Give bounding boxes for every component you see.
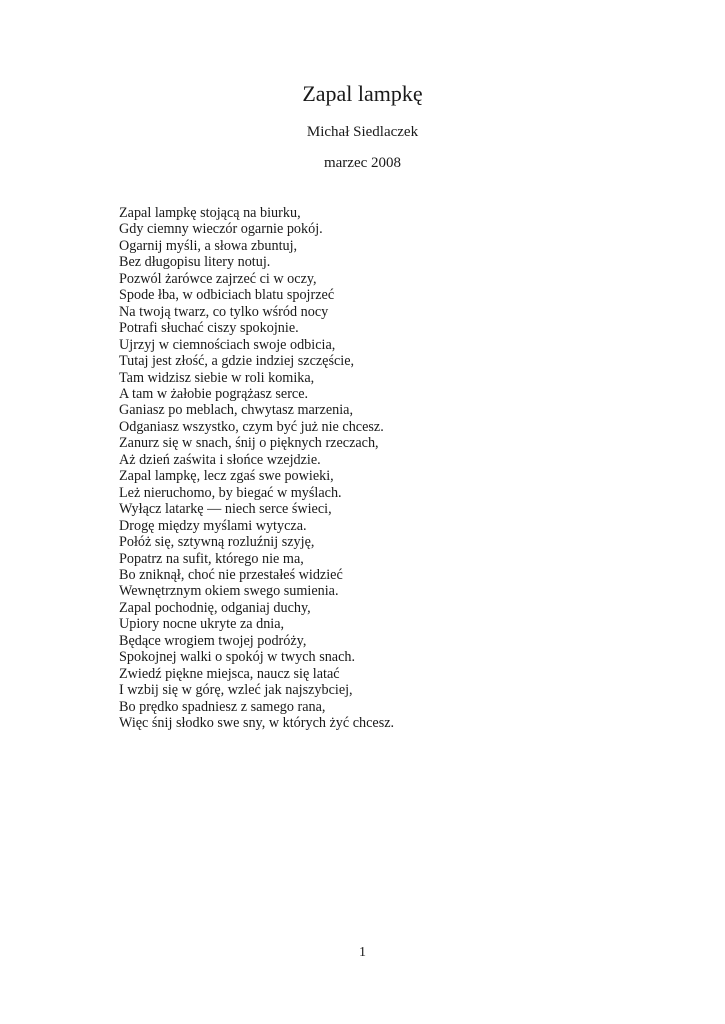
poem-line: Leż nieruchomo, by biegać w myślach.	[119, 484, 342, 501]
poem-line: Zapal pochodnię, odganiaj duchy,	[119, 599, 311, 616]
poem-line: Połóż się, sztywną rozluźnij szyję,	[119, 534, 315, 551]
page-number: 1	[359, 945, 366, 960]
poem-line: Bo zniknął, choć nie przestałeś widzieć	[119, 566, 343, 583]
poem-line: Spode łba, w odbiciach blatu spojrzeć	[119, 287, 335, 304]
poem-line: I wzbij się w górę, wzleć jak najszybciej,	[119, 682, 353, 699]
document-title: Zapal lampkę	[302, 81, 423, 106]
poem-line: Aż dzień zaświta i słońce wzejdzie.	[119, 451, 321, 468]
poem-line: Zapal lampkę stojącą na biurku,	[119, 205, 301, 221]
poem-line: Potrafi słuchać ciszy spokojnie.	[119, 320, 299, 337]
poem-line: Popatrz na sufit, którego nie ma,	[119, 550, 304, 567]
poem-line: Spokojnej walki o spokój w twych snach.	[119, 649, 356, 666]
poem-line: Więc śnij słodko swe sny, w których żyć chcesz.	[119, 715, 395, 732]
poem-line: Ganiasz po meblach, chwytasz marzenia,	[119, 402, 353, 419]
poem-line: Zwiedź piękne miejsca, naucz się latać	[119, 665, 340, 682]
poem-line: Zapal lampkę, lecz zgaś swe powieki,	[119, 468, 334, 485]
poem-line: Ujrzyj w ciemnościach swoje odbicia,	[119, 336, 336, 353]
document-date: marzec 2008	[323, 155, 402, 171]
poem-line: Na twoją twarz, co tylko wśród nocy	[119, 303, 329, 320]
poem-line: Zanurz się w snach, śnij o pięknych rzeczach,	[119, 435, 379, 452]
poem-line: Wyłącz latarkę — niech serce świeci,	[119, 501, 332, 518]
poem-line: Będące wrogiem twojej podróży,	[119, 632, 307, 649]
poem-line: Odganiasz wszystko, czym być już nie chcesz.	[119, 418, 384, 435]
poem-line: Tutaj jest złość, a gdzie indziej szczęście,	[119, 353, 355, 370]
poem-line: Ogarnij myśli, a słowa zbuntuj,	[119, 237, 298, 254]
poem-line: Upiory nocne ukryte za dnia,	[119, 616, 285, 633]
poem-line: Tam widzisz siebie w roli komika,	[119, 369, 315, 386]
document-author: Michał Siedlaczek	[306, 124, 419, 140]
poem-line: Pozwól żarówce zajrzeć ci w oczy,	[119, 270, 317, 287]
poem-line: Gdy ciemny wieczór ogarnie pokój.	[119, 221, 323, 238]
poem-line: A tam w żałobie pogrążasz serce.	[119, 385, 309, 402]
poem-body	[119, 205, 394, 732]
poem-line: Drogę między myślami wytycza.	[119, 517, 307, 534]
poem-line: Bo prędko spadniesz z samego rana,	[119, 698, 326, 715]
poem-line: Wewnętrznym okiem swego sumienia.	[119, 583, 339, 600]
poem-line: Bez długopisu litery notuj.	[119, 254, 271, 271]
